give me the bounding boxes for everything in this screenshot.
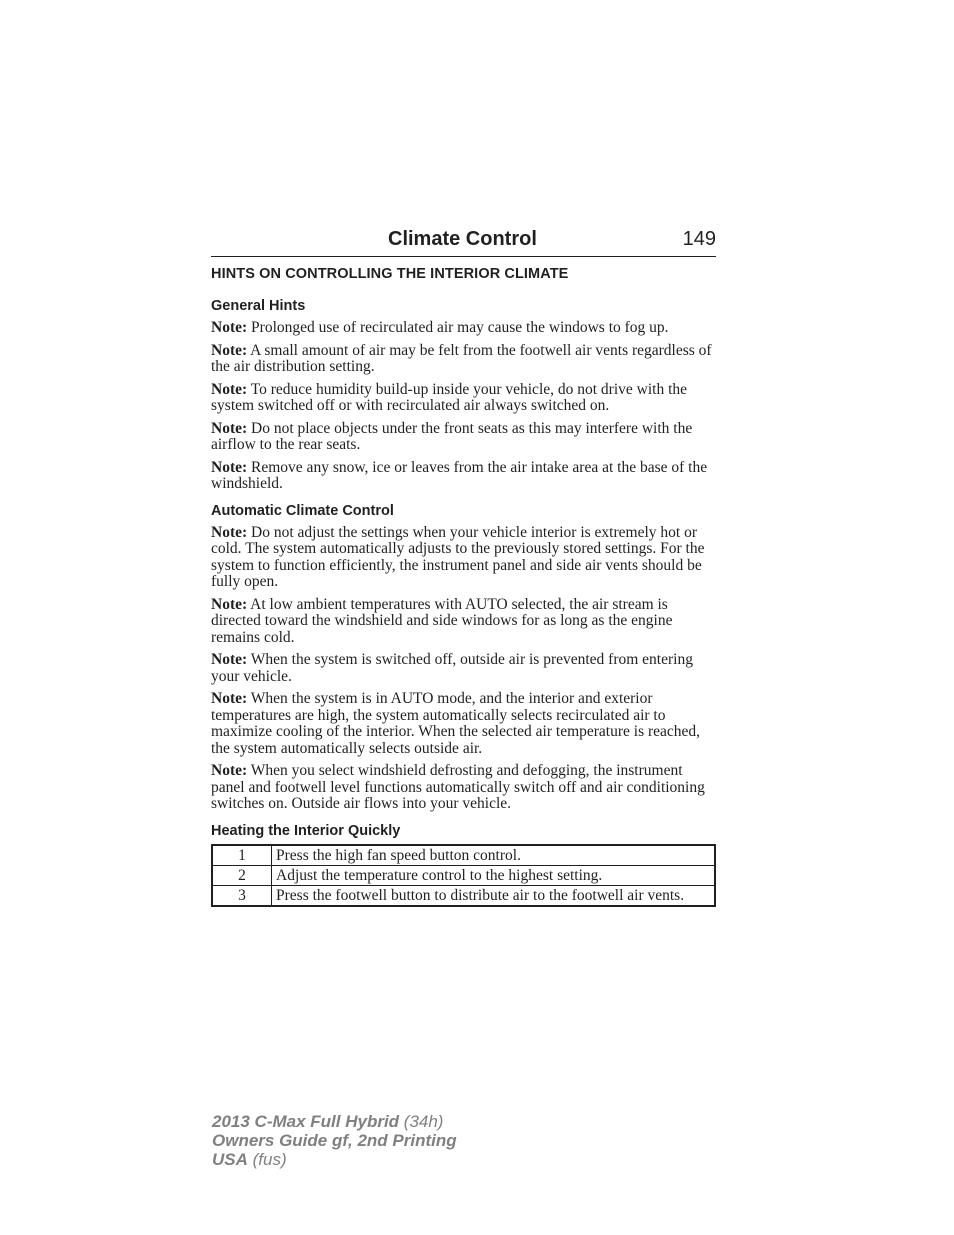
table-row <box>212 865 715 885</box>
step-text: Adjust the temperature control to the highest setting. <box>272 865 716 885</box>
heating-steps-table <box>211 844 716 907</box>
table-row <box>212 885 715 906</box>
note-paragraph <box>211 320 716 337</box>
footer-model-code: (34h) <box>399 1112 444 1131</box>
note-text: To reduce humidity build-up inside your vehicle, do not drive with the system switched off or with recirculated air always switched on. <box>211 380 688 414</box>
heating-quickly-heading: Heating the Interior Quickly <box>211 822 401 839</box>
footer-region: USA <box>212 1150 248 1169</box>
note-text: Prolonged use of recirculated air may cause the windows to fog up. <box>247 319 669 336</box>
step-text: Press the high fan speed button control. <box>272 845 716 866</box>
footer-region-code: (fus) <box>247 1150 287 1169</box>
note-paragraph <box>211 691 716 757</box>
note-label: Note: <box>211 762 248 779</box>
step-number: 2 <box>212 865 272 885</box>
automatic-climate-notes <box>211 525 716 813</box>
section-title: HINTS ON CONTROLLING THE INTERIOR CLIMATE <box>211 266 569 282</box>
note-text: When the system is switched off, outside air is prevented from entering your vehicle. <box>211 651 693 685</box>
note-text: Remove any snow, ice or leaves from the air intake area at the base of the windshield. <box>211 458 708 492</box>
step-number: 1 <box>212 845 272 866</box>
automatic-climate-heading: Automatic Climate Control <box>211 502 394 519</box>
note-label: Note: <box>211 651 248 668</box>
footer-line-1 <box>212 1112 457 1131</box>
step-text: Press the footwell button to distribute air to the footwell air vents. <box>272 885 716 906</box>
general-hints-heading: General Hints <box>211 298 306 314</box>
footer-line-2 <box>212 1131 457 1150</box>
note-label: Note: <box>211 419 248 437</box>
chapter-title: Climate Control <box>388 228 537 250</box>
page-number: 149 <box>682 228 716 250</box>
note-label: Note: <box>211 319 248 336</box>
note-text: At low ambient temperatures with AUTO selected, the air stream is directed toward the windshield and side windows for as long as the engine remains cold. <box>211 595 673 646</box>
general-hints-notes <box>211 320 716 493</box>
page-footer <box>212 1112 457 1169</box>
note-paragraph <box>211 460 716 493</box>
note-paragraph <box>211 525 716 591</box>
note-label: Note: <box>211 458 248 476</box>
footer-guide: Owners Guide gf, 2nd Printing <box>212 1131 457 1150</box>
footer-line-3 <box>212 1150 457 1169</box>
table-row <box>212 845 715 866</box>
note-text: When you select windshield defrosting and defogging, the instrument panel and footwell level functions automatically switch off and air conditioning switches on. Outside air flows into your vehicle. <box>211 762 705 812</box>
note-label: Note: <box>211 690 248 707</box>
page-header <box>211 228 716 257</box>
note-paragraph <box>211 597 716 647</box>
note-text: Do not place objects under the front seats as this may interfere with the airflow to the rear seats. <box>211 419 693 453</box>
note-label: Note: <box>211 341 248 359</box>
note-label: Note: <box>211 595 248 613</box>
note-text: When the system is in AUTO mode, and the interior and exterior temperatures are high, the system automatically selects recirculated air to maximize cooling of the interior. When the selected air temperature is reached, the system automatically selects outside air. <box>211 690 701 757</box>
note-paragraph <box>211 421 716 454</box>
step-number: 3 <box>212 885 272 906</box>
note-label: Note: <box>211 380 248 398</box>
note-paragraph <box>211 382 716 415</box>
page-content <box>211 228 716 907</box>
note-label: Note: <box>211 523 248 541</box>
footer-model: 2013 C-Max Full Hybrid <box>212 1112 400 1131</box>
note-text: Do not adjust the settings when your vehicle interior is extremely hot or cold. The system automatically adjusts to the previously stored settings. For the system to function efficiently, the instrument panel and side air vents should be fully open. <box>211 523 705 590</box>
note-paragraph <box>211 343 716 376</box>
note-paragraph <box>211 652 716 685</box>
note-text: A small amount of air may be felt from the footwell air vents regardless of the air distribution setting. <box>211 341 712 375</box>
note-paragraph <box>211 763 716 813</box>
